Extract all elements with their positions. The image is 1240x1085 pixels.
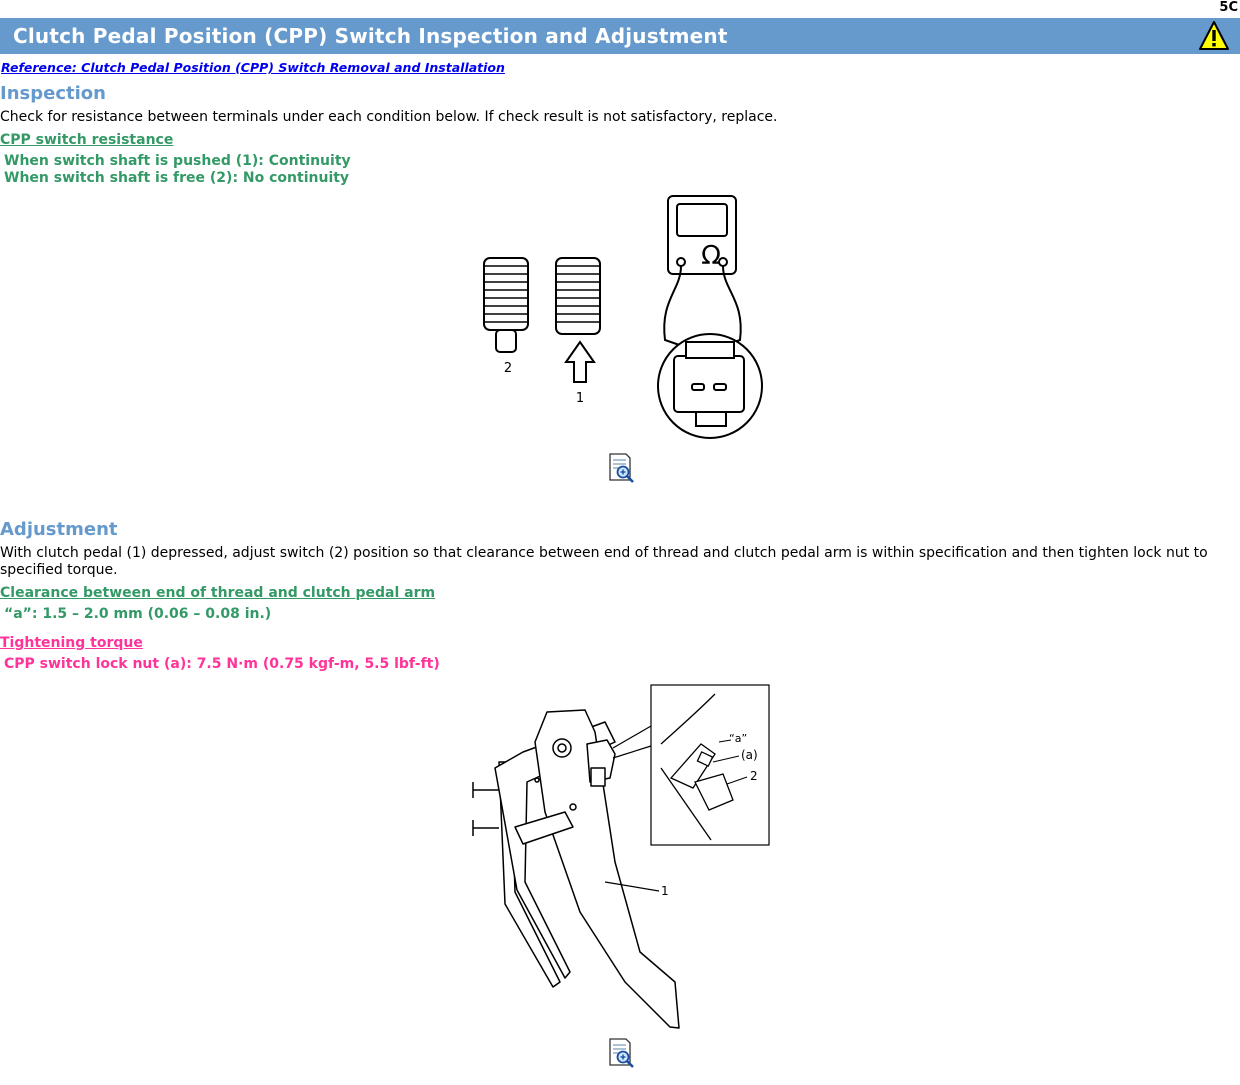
label-clearance-a: “a” [729, 732, 748, 745]
adjustment-heading: Adjustment [0, 519, 118, 540]
label-switch: 2 [750, 769, 758, 783]
cpp-resistance-title: CPP switch resistance [0, 132, 174, 148]
inspection-text: Check for resistance between terminals under each condition below. If check result is not satisfactory, replace. [0, 109, 778, 125]
section-code: 5C [1219, 0, 1238, 15]
zoom-document-icon[interactable] [608, 453, 636, 483]
label-pedal: 1 [661, 884, 669, 898]
title-bar [0, 18, 1240, 54]
inspection-heading: Inspection [0, 83, 106, 104]
spec-line-pushed: When switch shaft is pushed (1): Continuity [4, 153, 351, 169]
clearance-title: Clearance between end of thread and clutch pedal arm [0, 585, 436, 601]
cpp-switch-resistance-figure [470, 190, 780, 445]
warning-triangle-icon[interactable] [1198, 20, 1230, 52]
ohm-symbol: Ω [701, 241, 721, 271]
zoom-document-icon[interactable] [608, 1038, 636, 1068]
torque-title: Tightening torque [0, 635, 143, 651]
reference-link[interactable]: Reference: Clutch Pedal Position (CPP) Switch Removal and Installation [1, 60, 505, 75]
page-title: Clutch Pedal Position (CPP) Switch Inspection and Adjustment [13, 24, 728, 48]
clearance-value: “a”: 1.5 – 2.0 mm (0.06 – 0.08 in.) [4, 606, 272, 622]
spec-line-free: When switch shaft is free (2): No continuity [4, 170, 350, 186]
label-pushed-switch: 1 [575, 391, 585, 406]
label-free-switch: 2 [503, 361, 513, 376]
label-lock-nut: (a) [741, 748, 758, 762]
torque-value: CPP switch lock nut (a): 7.5 N·m (0.75 kgf-m, 5.5 lbf-ft) [4, 656, 440, 672]
adjustment-text: With clutch pedal (1) depressed, adjust switch (2) position so that clearance between end of thread and clutch pedal arm is within specification and then tighten lock nut to specified torque. [0, 545, 1208, 578]
clutch-pedal-figure [465, 682, 775, 1032]
